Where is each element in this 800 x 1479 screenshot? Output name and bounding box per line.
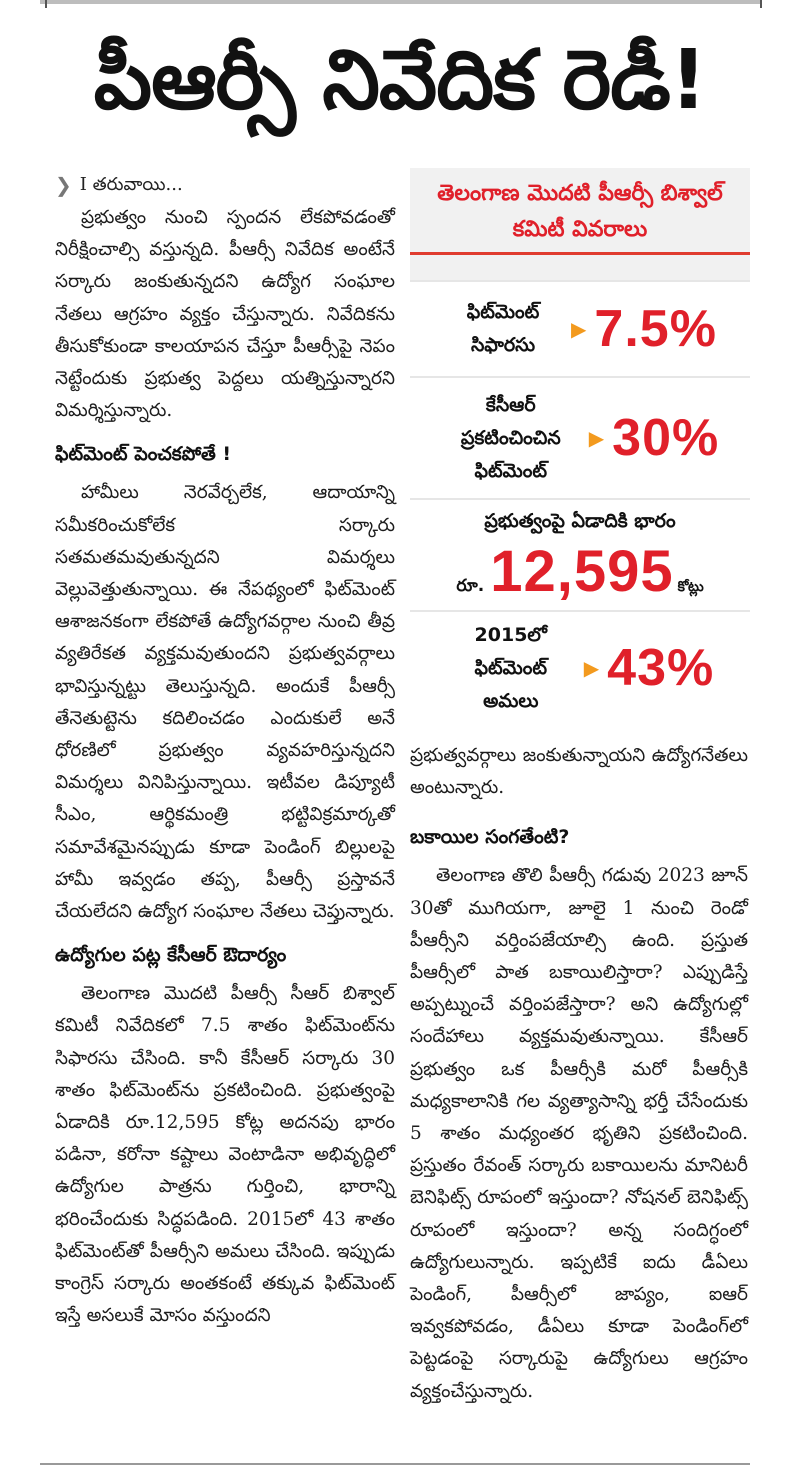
- paragraph: తెలంగాణ మొదటి పీఆర్సీ సీఆర్ బిశ్వాల్ కమిటీ నివేదికలో 7.5 శాతం ఫిట్‌మెంట్‌ను సిఫారసు చేసింది. కానీ కేసీఆర్ సర్కారు 30 శాతం ఫిట్‌మెంట్‌ను ప్రకటించింది. ప్రభుత్వంపై ఏడాదికి రూ.12,595 కోట్ల అదనపు భారం పడినా, కరోనా కష్టాలు వెంటాడినా అభివృద్ధిలో ఉద్యోగుల పాత్రను గుర్తించి, భారాన్ని భరించేందుకు సిద్ధపడింది. 2015లో 43 శాతం ఫిట్‌మెంట్‌తో పీఆర్సీని అమలు చేసింది. ఇప్పుడు కాంగ్రెస్ సర్కారు అంతకంటే తక్కువ ఫిట్‌మెంట్ ఇస్తే అసలుకే మోసం వస్తుందని: [55, 983, 395, 1327]
- headline: పీఆర్సీ నివేదిక రెడీ!: [93, 33, 707, 128]
- chevron-right-icon: ❯: [55, 172, 72, 197]
- subheading: బకాయిల సంగతేంటి?: [410, 826, 570, 849]
- paragraph: ప్రభుత్వం నుంచి స్పందన లేకపోవడంతో నిరీక్షించాల్సి వస్తున్నది. పీఆర్సీ నివేదిక అంటేనే సర్కారు జంకుతున్నదని ఉద్యోగ సంఘాల నేతలు ఆగ్రహం వ్యక్తం చేస్తున్నారు. నివేదికను తీసుకోకుండా కాలయాపన చేస్తూ పీఆర్సీపై నెపం నెట్టేందుకు ప్రభుత్వ పెద్దలు యత్నిస్తున్నారని విమర్శిస్తున్నారు.: [55, 207, 395, 422]
- arrow-right-icon: ▶: [583, 656, 600, 680]
- paragraph: తెలంగాణ తొలి పీఆర్సీ గడువు 2023 జూన్ 30తో ముగియగా, జూలై 1 నుంచి రెండో పీఆర్సీని వర్తింపజేయాల్సి ఉంది. ప్రస్తుత పీఆర్సీలో పాత బకాయిలిస్తారా? ఎప్పుడిస్తే అప్పట్నుంచే వర్తింపజేస్తారా? అని ఉద్యోగుల్లో సందేహాలు వ్యక్తమవుతున్నాయి. కేసీఆర్ ప్రభుత్వం ఒక పీఆర్సీకి మరో పీఆర్సీకి మధ్యకాలానికి గల వ్యత్యాసాన్ని భర్తీ చేసేందుకు 5 శాతం మధ్యంతర భృతిని ప్రకటించింది. ప్రస్తుతం రేవంత్ సర్కారు బకాయిలను మానిటరీ బెనిఫిట్స్ రూపంలో ఇస్తుందా? నోషనల్ బెనిఫిట్స్ రూపంలో ఇస్తుందా? అన్న సందిగ్ధంలో ఉద్యోగులున్నారు. ఇప్పటికే ఐదు డీఏలు పెండింగ్, పీఆర్సీలో జాప్యం, ఐఆర్ ఇవ్వకపోవడం, డీఏలు కూడా పెండింగ్‌లో పెట్టడంపై సర్కారుపై ఉద్యోగులు ఆగ్రహం వ్యక్తంచేస్తున్నారు.: [410, 865, 748, 1402]
- right-column: [410, 740, 748, 1408]
- infobox-row-label: 2015లో ఫిట్‌మెంట్ అమలు: [474, 623, 548, 712]
- infobox-title: తెలంగాణ మొదటి పీఆర్సీ బిశ్వాల్ కమిటీ వివరాలు: [410, 168, 750, 255]
- infobox-row-value: 30%: [612, 409, 720, 467]
- arrow-right-icon: ▶: [588, 426, 605, 450]
- infobox-row-value: 7.5%: [594, 300, 717, 358]
- infobox-row-annual-burden: [410, 498, 750, 610]
- paragraph: ప్రభుత్వవర్గాలు జంకుతున్నాయని ఉద్యోగనేతలు అంటున్నారు.: [410, 745, 748, 799]
- infobox-row-label: ప్రభుత్వంపై ఏడాదికి భారం: [484, 510, 676, 532]
- unit-suffix: కోట్లు: [677, 579, 704, 595]
- infobox-row-value: 43%: [607, 639, 715, 697]
- arrow-right-icon: ▶: [571, 317, 587, 341]
- bottom-rule: [40, 1463, 750, 1465]
- infobox-row-label: కేసీఆర్ ప్రకటించించిన ఫిట్‌మెంట్: [460, 393, 561, 482]
- pay-revision-infobox: [410, 168, 750, 724]
- currency-prefix: రూ.: [456, 576, 485, 596]
- paragraph: హామీలు నెరవేర్చలేక, ఆదాయాన్ని సమీకరించుకోలేక సర్కారు సతమతమవుతున్నదని విమర్శలు వెల్లువెత్తుతున్నాయి. ఈ నేపథ్యంలో ఫిట్‌మెంట్ ఆశాజనకంగా లేకపోతే ఉద్యోగవర్గాల నుంచి తీవ్ర వ్యతిరేకత వ్యక్తమవుతుందని ప్రభుత్వవర్గాలు భావిస్తున్నట్టు తెలుస్తున్నది. అందుకే పీఆర్సీ తేనెతుట్టెను కదిలించడం ఎందుకులే అనే ధోరణిలో ప్రభుత్వం వ్యవహరిస్తున్నదని విమర్శలు వినిపిస్తున్నాయి. ఇటీవల డిప్యూటీ సీఎం, ఆర్థికమంత్రి భట్టివిక్రమార్కతో సమావేశమైనప్పుడు కూడా పెండింగ్ బిల్లులపై హామీ ఇవ్వడం తప్ప, పీఆర్సీ ప్రస్తావనే చేయలేదని ఉద్యోగ సంఘాల నేతలు చెప్తున్నారు.: [55, 482, 395, 923]
- infobox-row-label: ఫిట్‌మెంట్ సిఫారసు: [466, 301, 540, 356]
- subheading: ఉద్యోగుల పట్ల కేసీఆర్ ఔదార్యం: [55, 944, 287, 967]
- top-rule: [40, 0, 760, 4]
- left-column: [55, 168, 395, 1333]
- infobox-row-fitment-recommendation: [410, 280, 750, 376]
- infobox-row-kcr-fitment: [410, 376, 750, 498]
- burden-amount: [456, 538, 703, 605]
- infobox-row-value: 12,595: [490, 539, 674, 604]
- subheading: ఫిట్‌మెంట్ పెంచకపోతే !: [55, 443, 232, 466]
- continuation-text: I తరువాయి...: [79, 173, 183, 195]
- infobox-row-2015-fitment: [410, 610, 750, 724]
- continuation-marker: [55, 168, 395, 202]
